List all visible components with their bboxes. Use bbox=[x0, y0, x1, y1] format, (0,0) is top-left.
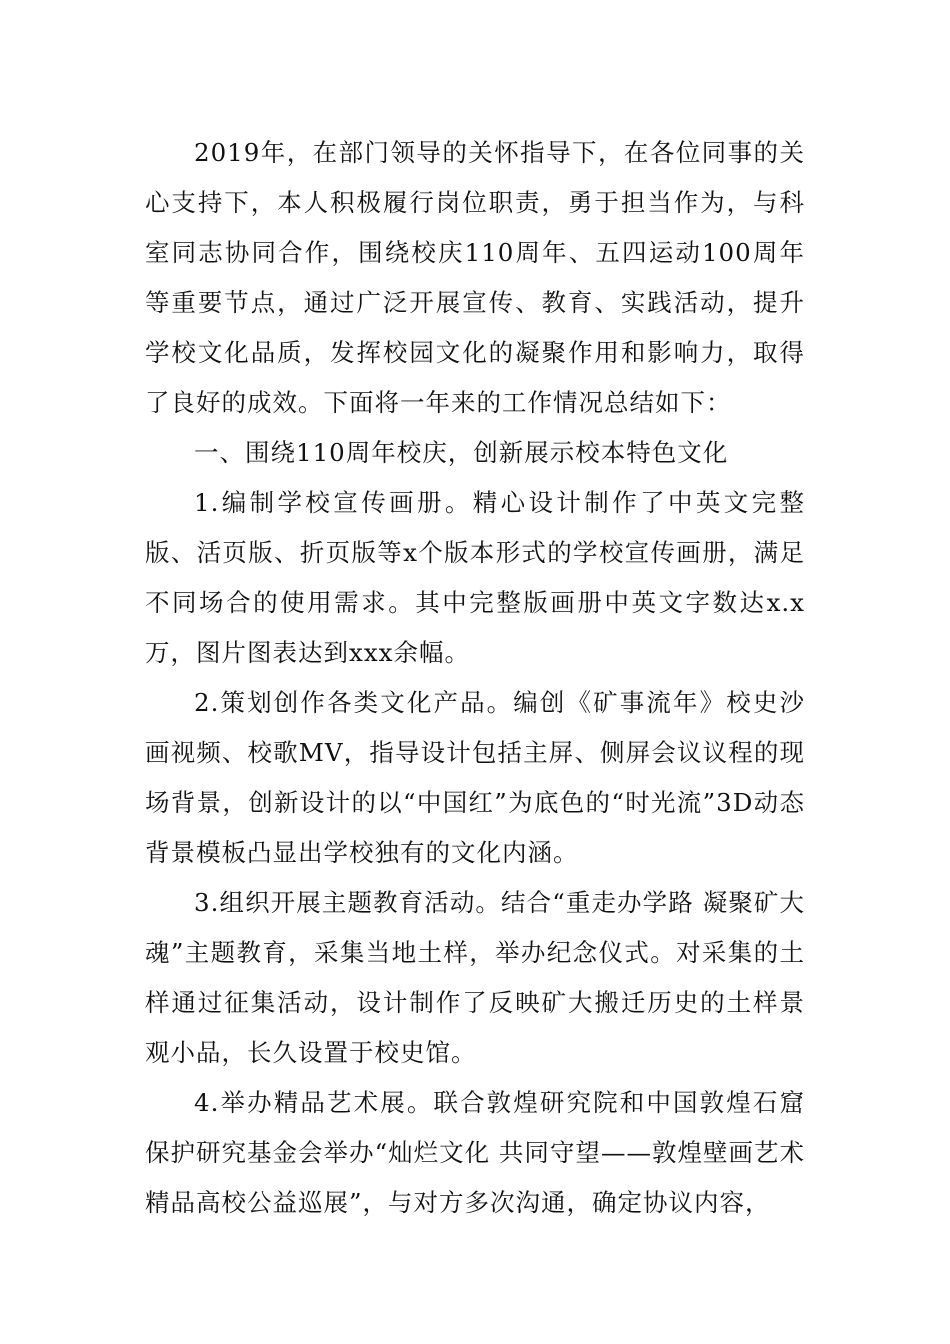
section-heading-1: 一、围绕110周年校庆，创新展示校本特色文化 bbox=[194, 438, 729, 467]
paragraph-item-1: 1.编制学校宣传画册。精心设计制作了中英文完整版、活页版、折页版等x个版本形式的学校宣传画册，满足不同场合的使用需求。其中完整版画册中英文字数达x.x万，图片图表达到xxx余幅。 bbox=[145, 488, 805, 667]
document-body bbox=[145, 128, 805, 1228]
paragraph-item-2: 2.策划创作各类文化产品。编创《矿事流年》校史沙画视频、校歌MV，指导设计包括主屏、侧屏会议议程的现场背景，创新设计的以“中国红”为底色的“时光流”3D动态背景模板凸显出学校独有的文化内涵。 bbox=[145, 688, 805, 867]
paragraph-item-3: 3.组织开展主题教育活动。结合“重走办学路 凝聚矿大魂”主题教育，采集当地土样，举办纪念仪式。对采集的土样通过征集活动，设计制作了反映矿大搬迁历史的土样景观小品，长久设置于校史馆。 bbox=[145, 888, 805, 1067]
paragraph-item-4: 4.举办精品艺术展。联合敦煌研究院和中国敦煌石窟保护研究基金会举办“灿烂文化 共同守望——敦煌壁画艺术精品高校公益巡展”，与对方多次沟通，确定协议内容， bbox=[145, 1088, 805, 1217]
paragraph-intro: 2019年，在部门领导的关怀指导下，在各位同事的关心支持下，本人积极履行岗位职责，勇于担当作为，与科室同志协同合作，围绕校庆110周年、五四运动100周年等重要节点，通过广泛开展宣传、教育、实践活动，提升学校文化品质，发挥校园文化的凝聚作用和影响力，取得了良好的成效。下面将一年来的工作情况总结如下： bbox=[145, 138, 805, 417]
